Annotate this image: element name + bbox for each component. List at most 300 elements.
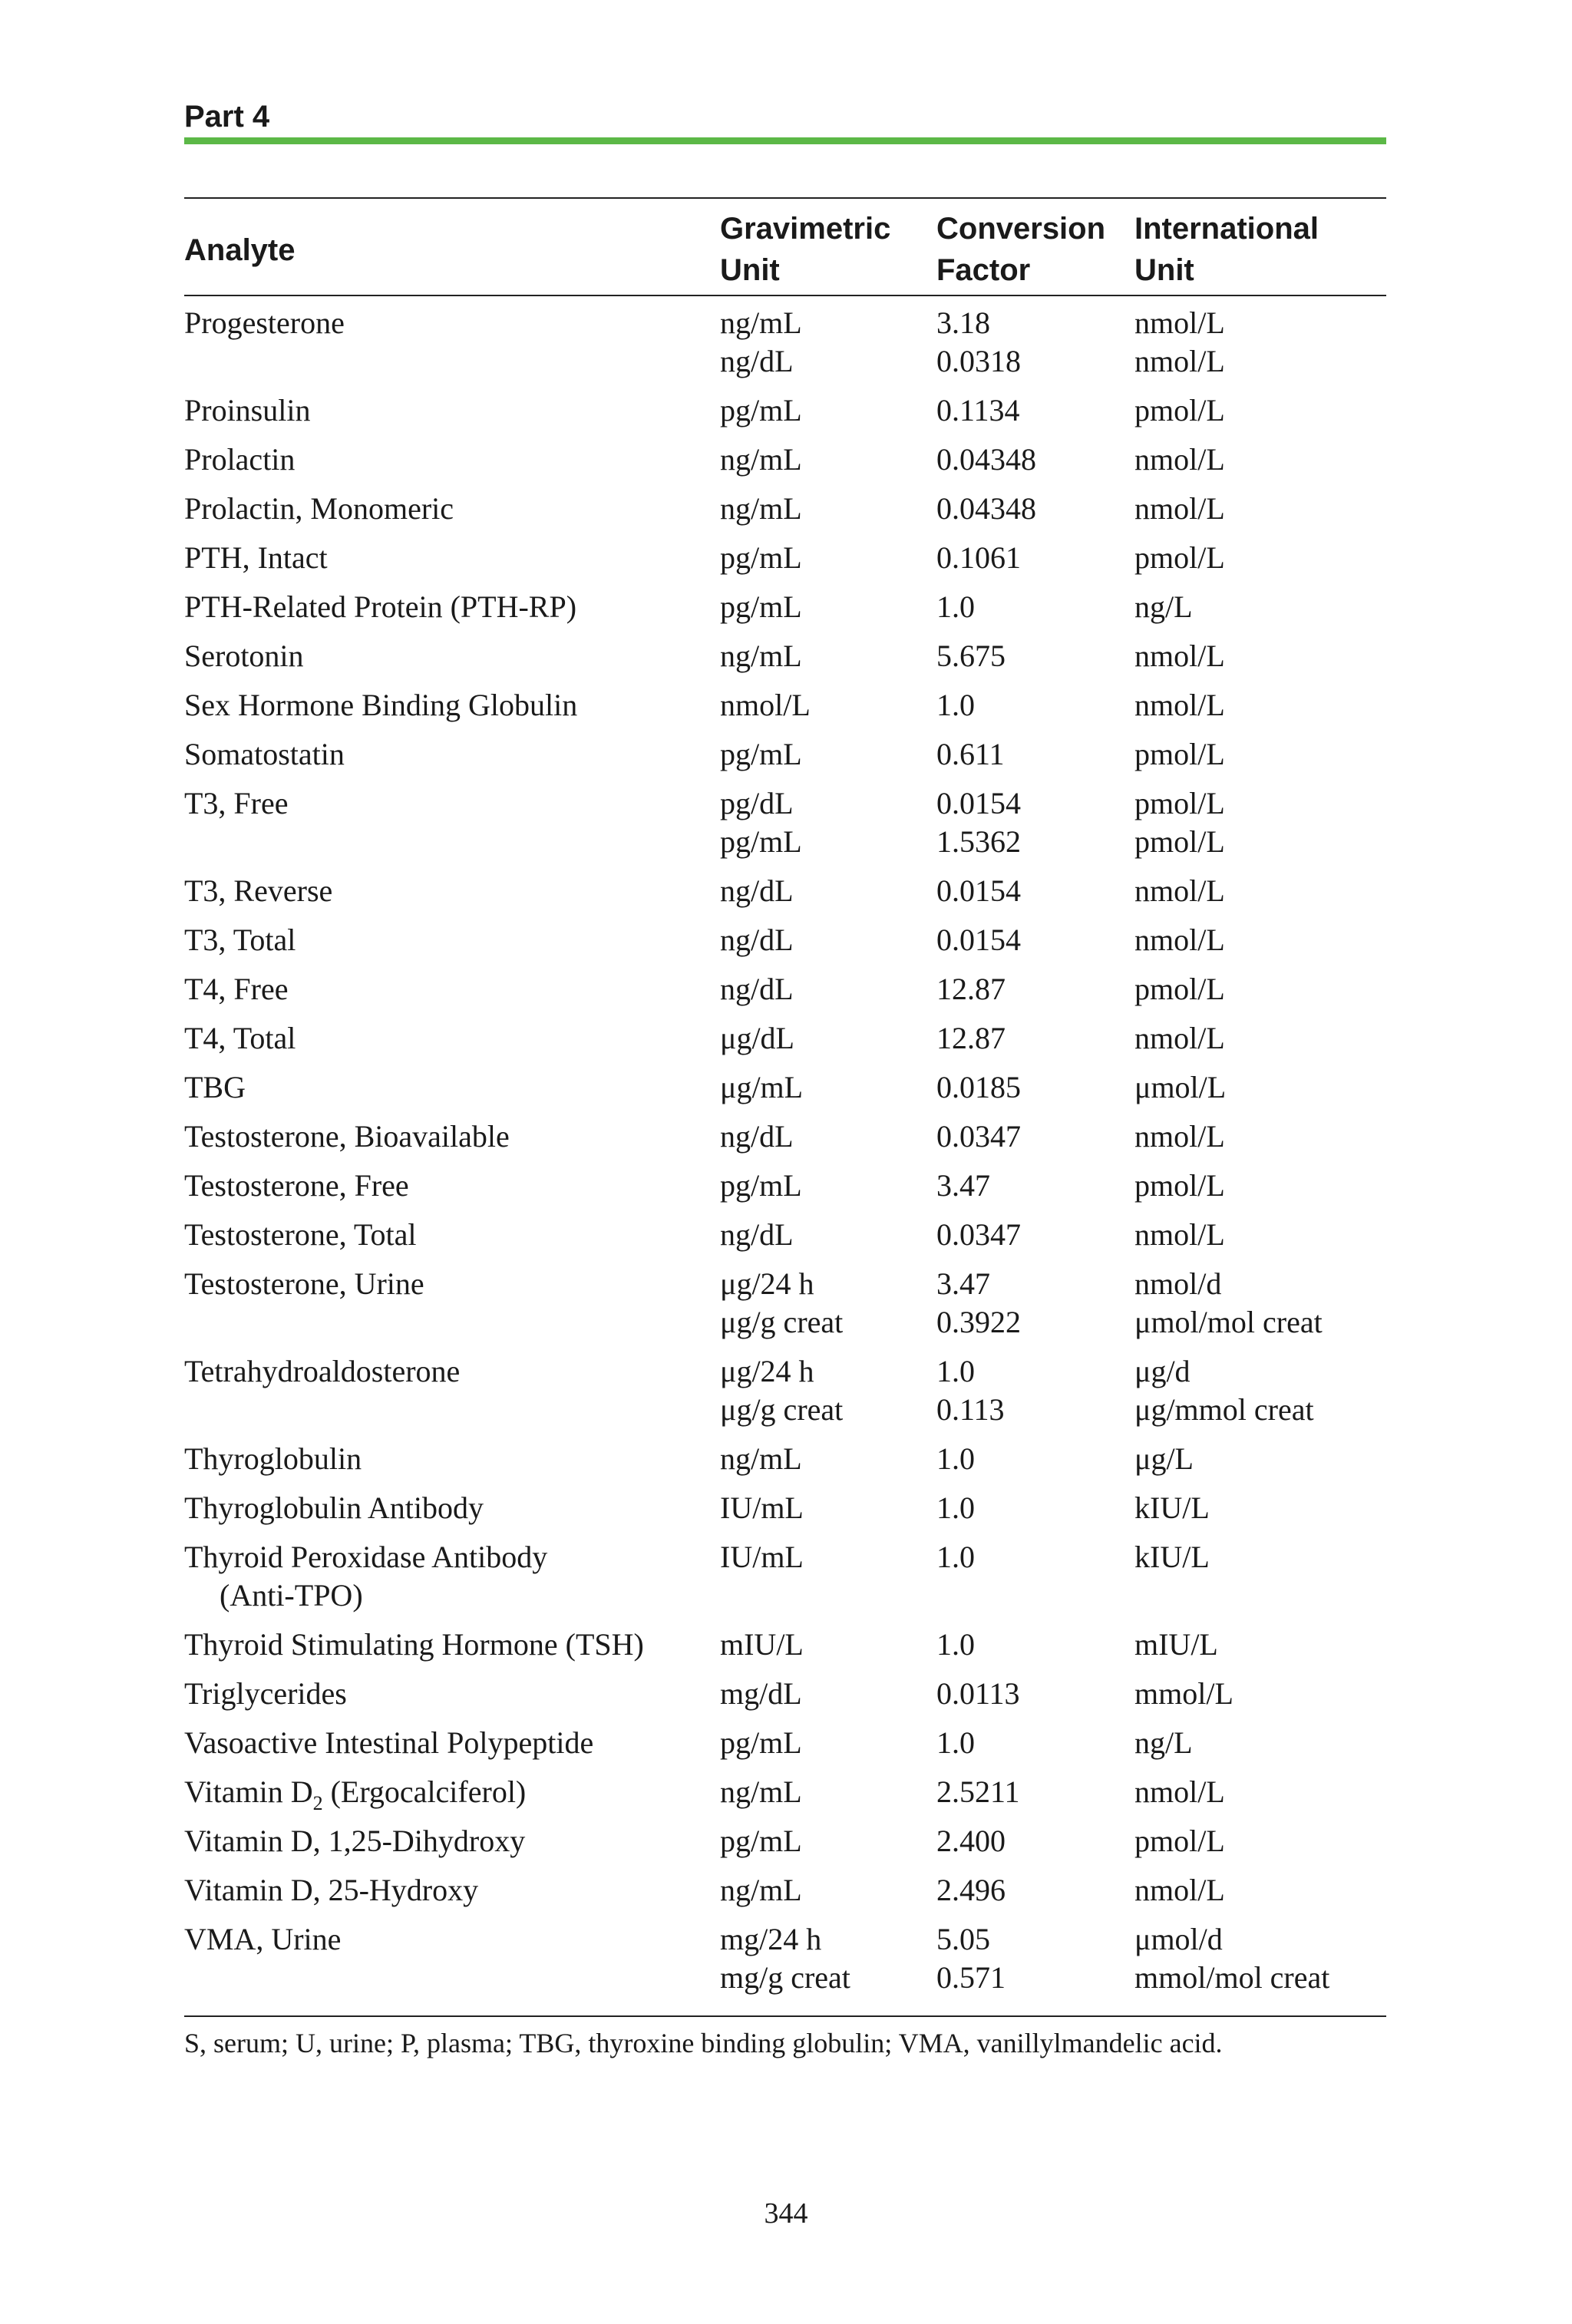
col-header-analyte <box>184 229 296 271</box>
gravimetric-unit-cell <box>720 921 794 959</box>
table-row <box>184 588 1386 626</box>
international-unit-cell-line: nmol/L <box>1134 344 1225 378</box>
table-row <box>184 304 1386 381</box>
international-unit-cell-line: ng/L <box>1134 1725 1193 1760</box>
gravimetric-unit-cell <box>720 784 802 861</box>
conversion-factor-cell <box>936 1724 975 1762</box>
gravimetric-unit-cell-line: ng/dL <box>720 873 794 908</box>
col-header-factor-line1: Conversion <box>936 212 1106 246</box>
conversion-factor-cell-line: 1.0 <box>936 589 975 624</box>
analyte-cell-line: TBG <box>184 1070 246 1104</box>
analyte-cell <box>184 1626 644 1664</box>
conversion-factor-cell <box>936 1167 990 1205</box>
international-unit-cell-line: μg/mmol creat <box>1134 1392 1314 1427</box>
international-unit-cell-line: mmol/mol creat <box>1134 1960 1330 1995</box>
international-unit-cell-line: pmol/L <box>1134 393 1225 427</box>
gravimetric-unit-cell <box>720 872 794 910</box>
conversion-factor-cell-line: 2.496 <box>936 1873 1006 1907</box>
analyte-cell-line: VMA, Urine <box>184 1922 342 1956</box>
gravimetric-unit-cell-line: ng/dL <box>720 923 794 957</box>
conversion-factor-cell <box>936 304 1021 381</box>
international-unit-cell <box>1134 539 1225 577</box>
gravimetric-unit-cell-line: ng/dL <box>720 1217 794 1252</box>
gravimetric-unit-cell <box>720 1068 803 1107</box>
conversion-factor-cell-line: 1.0 <box>936 1627 975 1662</box>
gravimetric-unit-cell-line: ng/mL <box>720 639 802 673</box>
gravimetric-unit-cell <box>720 1538 804 1576</box>
conversion-factor-cell-line: 2.5211 <box>936 1774 1020 1809</box>
table-bottom-rule <box>184 2015 1386 2017</box>
gravimetric-unit-cell-line: ng/mL <box>720 491 802 526</box>
conversion-factor-cell-line: 0.0113 <box>936 1676 1020 1711</box>
conversion-factor-cell <box>936 391 1020 430</box>
analyte-cell <box>184 539 328 577</box>
conversion-factor-cell-line: 0.0154 <box>936 923 1021 957</box>
conversion-factor-cell-line: 12.87 <box>936 972 1006 1006</box>
conversion-factor-cell-line: 5.675 <box>936 639 1006 673</box>
international-unit-cell <box>1134 1538 1210 1576</box>
col-header-international-line1: International <box>1134 212 1319 246</box>
conversion-factor-cell-line: 0.611 <box>936 737 1005 771</box>
conversion-factor-cell <box>936 1871 1006 1910</box>
analyte-cell <box>184 441 295 479</box>
gravimetric-unit-cell-line: mIU/L <box>720 1627 804 1662</box>
international-unit-cell <box>1134 735 1225 774</box>
gravimetric-unit-cell <box>720 1822 802 1860</box>
conversion-factor-cell-line: 1.0 <box>936 1490 975 1525</box>
gravimetric-unit-cell <box>720 1489 804 1527</box>
international-unit-cell <box>1134 1773 1225 1811</box>
analyte-cell-line: Testosterone, Urine <box>184 1266 424 1301</box>
gravimetric-unit-cell <box>720 637 802 675</box>
analyte-cell <box>184 735 345 774</box>
table-row <box>184 1626 1386 1664</box>
col-header-gravimetric-line1: Gravimetric <box>720 212 891 246</box>
conversion-factor-cell-line: 0.571 <box>936 1960 1006 1995</box>
international-unit-cell-line: pmol/L <box>1134 737 1225 771</box>
international-unit-cell-line: μmol/mol creat <box>1134 1305 1323 1339</box>
col-header-international-line2: Unit <box>1134 253 1194 287</box>
table-row <box>184 1724 1386 1762</box>
gravimetric-unit-cell-line: ng/dL <box>720 344 794 378</box>
table-row <box>184 1675 1386 1713</box>
conversion-factor-cell <box>936 686 975 725</box>
gravimetric-unit-cell <box>720 391 802 430</box>
analyte-cell-line: Vitamin D, 25-Hydroxy <box>184 1873 479 1907</box>
conversion-factor-cell <box>936 490 1036 528</box>
international-unit-cell-line: mIU/L <box>1134 1627 1218 1662</box>
analyte-cell-line: Thyroid Stimulating Hormone (TSH) <box>184 1627 644 1662</box>
conversion-factor-cell <box>936 1773 1020 1811</box>
analyte-cell-line: T4, Free <box>184 972 289 1006</box>
international-unit-cell <box>1134 1265 1323 1342</box>
analyte-cell-line: Sex Hormone Binding Globulin <box>184 688 578 722</box>
conversion-factor-cell <box>936 970 1006 1008</box>
international-unit-cell <box>1134 784 1225 861</box>
gravimetric-unit-cell-line: ng/dL <box>720 972 794 1006</box>
gravimetric-unit-cell-line: pg/mL <box>720 540 802 575</box>
gravimetric-unit-cell-line: μg/24 h <box>720 1354 814 1388</box>
table-header <box>184 199 1386 295</box>
table-row <box>184 391 1386 430</box>
conversion-factor-cell <box>936 1626 975 1664</box>
international-unit-cell-line: nmol/L <box>1134 1119 1225 1154</box>
gravimetric-unit-cell <box>720 490 802 528</box>
conversion-factor-cell-line: 2.400 <box>936 1824 1006 1858</box>
gravimetric-unit-cell <box>720 1773 802 1811</box>
table-row <box>184 1920 1386 1997</box>
conversion-factor-cell-line: 1.0 <box>936 688 975 722</box>
analyte-cell <box>184 588 576 626</box>
gravimetric-unit-cell-line: IU/mL <box>720 1490 804 1525</box>
table-row <box>184 735 1386 774</box>
international-unit-cell <box>1134 1675 1233 1713</box>
conversion-factor-cell-line: 3.47 <box>936 1266 990 1301</box>
gravimetric-unit-cell <box>720 1265 843 1342</box>
international-unit-cell <box>1134 1871 1225 1910</box>
table-row <box>184 1773 1386 1814</box>
conversion-factor-cell-line: 1.0 <box>936 1354 975 1388</box>
international-unit-cell-line: μg/L <box>1134 1441 1194 1476</box>
analyte-cell <box>184 1675 347 1713</box>
international-unit-cell <box>1134 1068 1226 1107</box>
conversion-factor-cell <box>936 784 1021 861</box>
international-unit-cell-line: mmol/L <box>1134 1676 1233 1711</box>
analyte-cell <box>184 921 296 959</box>
conversion-factor-cell-line: 1.0 <box>936 1540 975 1574</box>
gravimetric-unit-cell <box>720 1724 802 1762</box>
international-unit-cell-line: pmol/L <box>1134 824 1225 859</box>
gravimetric-unit-cell-line: mg/dL <box>720 1676 802 1711</box>
analyte-cell <box>184 637 304 675</box>
analyte-cell-line: Prolactin, Monomeric <box>184 491 454 526</box>
conversion-factor-cell-line: 1.0 <box>936 1725 975 1760</box>
gravimetric-unit-cell <box>720 970 794 1008</box>
gravimetric-unit-cell-line: pg/mL <box>720 824 802 859</box>
international-unit-cell-line: nmol/L <box>1134 1021 1225 1055</box>
gravimetric-unit-cell-line: ng/mL <box>720 1873 802 1907</box>
conversion-factor-cell <box>936 921 1021 959</box>
gravimetric-unit-cell-line: μg/g creat <box>720 1305 844 1339</box>
gravimetric-unit-cell-line: μg/dL <box>720 1021 794 1055</box>
international-unit-cell-line: nmol/L <box>1134 1774 1225 1809</box>
international-unit-cell-line: μmol/L <box>1134 1070 1227 1104</box>
gravimetric-unit-cell <box>720 1675 802 1713</box>
conversion-factor-cell <box>936 735 1005 774</box>
table-row <box>184 1117 1386 1156</box>
international-unit-cell <box>1134 490 1225 528</box>
international-unit-cell-line: kIU/L <box>1134 1540 1210 1574</box>
page-number: 344 <box>764 2197 808 2230</box>
gravimetric-unit-cell-line: pg/mL <box>720 589 802 624</box>
gravimetric-unit-cell <box>720 1167 802 1205</box>
table-row <box>184 441 1386 479</box>
gravimetric-unit-cell-line: pg/dL <box>720 786 794 820</box>
table-row <box>184 1871 1386 1910</box>
international-unit-cell <box>1134 1822 1225 1860</box>
conversion-factor-cell <box>936 1117 1021 1156</box>
international-unit-cell-line: pmol/L <box>1134 1168 1225 1203</box>
analyte-cell-line: Tetrahydroaldosterone <box>184 1354 461 1388</box>
conversion-factor-cell-line: 0.1061 <box>936 540 1021 575</box>
gravimetric-unit-cell-line: pg/mL <box>720 1725 802 1760</box>
table-row <box>184 1489 1386 1527</box>
gravimetric-unit-cell-line: pg/mL <box>720 1168 802 1203</box>
table-footnote: S, serum; U, urine; P, plasma; TBG, thyroxine binding globulin; VMA, vanillylmandelic acid. <box>184 2028 1223 2058</box>
table-row <box>184 1822 1386 1860</box>
analyte-cell-line: (Anti-TPO) <box>220 1578 363 1613</box>
international-unit-cell-line: nmol/d <box>1134 1266 1222 1301</box>
gravimetric-unit-cell-line: ng/mL <box>720 1774 802 1809</box>
analyte-cell-line: T3, Reverse <box>184 873 333 908</box>
col-header-factor <box>936 208 1105 291</box>
gravimetric-unit-cell-line: nmol/L <box>720 688 811 722</box>
analyte-cell <box>184 304 345 342</box>
international-unit-cell-line: nmol/L <box>1134 873 1225 908</box>
conversion-factor-cell-line: 0.0347 <box>936 1119 1021 1154</box>
analyte-cell-line: PTH, Intact <box>184 540 328 575</box>
international-unit-cell-line: ng/L <box>1134 589 1193 624</box>
conversion-factor-cell-line: 0.1134 <box>936 393 1020 427</box>
conversion-factor-cell-line: 0.0154 <box>936 786 1021 820</box>
analyte-cell-line: Progesterone <box>184 305 345 340</box>
conversion-factor-cell-line: 0.0318 <box>936 344 1021 378</box>
analyte-cell-line: T3, Total <box>184 923 296 957</box>
international-unit-cell <box>1134 1019 1225 1058</box>
international-unit-cell <box>1134 588 1193 626</box>
international-unit-cell <box>1134 1216 1225 1254</box>
gravimetric-unit-cell-line: IU/mL <box>720 1540 804 1574</box>
international-unit-cell-line: nmol/L <box>1134 1873 1225 1907</box>
table-row <box>184 686 1386 725</box>
analyte-cell-line: Proinsulin <box>184 393 311 427</box>
table-row <box>184 1440 1386 1478</box>
table-row <box>184 637 1386 675</box>
international-unit-cell <box>1134 872 1225 910</box>
international-unit-cell-line: nmol/L <box>1134 688 1225 722</box>
analyte-cell <box>184 490 454 528</box>
table-row <box>184 1068 1386 1107</box>
analyte-cell <box>184 1440 362 1478</box>
international-unit-cell-line: nmol/L <box>1134 491 1225 526</box>
conversion-factor-cell-line: 1.0 <box>936 1441 975 1476</box>
col-header-analyte-text: Analyte <box>184 233 296 267</box>
conversion-table <box>184 197 1386 2060</box>
gravimetric-unit-cell-line: pg/mL <box>720 1824 802 1858</box>
international-unit-cell-line: pmol/L <box>1134 540 1225 575</box>
col-header-gravimetric-line2: Unit <box>720 253 780 287</box>
analyte-cell-line: PTH-Related Protein (PTH-RP) <box>184 589 577 624</box>
col-header-factor-line2: Factor <box>936 253 1031 287</box>
col-header-international <box>1134 208 1319 291</box>
analyte-cell <box>184 1265 424 1303</box>
analyte-cell-line: Vitamin $D_2$ (Ergocalciferol) <box>184 1774 527 1814</box>
gravimetric-unit-cell <box>720 735 802 774</box>
part-label: Part 4 <box>184 100 270 134</box>
analyte-cell <box>184 970 289 1008</box>
analyte-cell <box>184 1871 478 1910</box>
gravimetric-unit-cell <box>720 304 802 381</box>
international-unit-cell <box>1134 1724 1193 1762</box>
international-unit-cell-line: nmol/L <box>1134 923 1225 957</box>
header-divider <box>184 137 1386 144</box>
international-unit-cell-line: μmol/d <box>1134 1922 1223 1956</box>
gravimetric-unit-cell <box>720 1019 794 1058</box>
table-row <box>184 1019 1386 1058</box>
conversion-factor-cell <box>936 1489 975 1527</box>
table-row <box>184 490 1386 528</box>
international-unit-cell-line: nmol/L <box>1134 442 1225 477</box>
conversion-factor-cell <box>936 1068 1021 1107</box>
analyte-cell-line: Testosterone, Bioavailable <box>184 1119 510 1154</box>
analyte-cell <box>184 1019 296 1058</box>
international-unit-cell <box>1134 1489 1210 1527</box>
analyte-cell <box>184 1822 525 1860</box>
conversion-factor-cell <box>936 1216 1021 1254</box>
international-unit-cell-line: nmol/L <box>1134 1217 1225 1252</box>
conversion-factor-cell-line: 0.0154 <box>936 873 1021 908</box>
conversion-factor-cell <box>936 1352 1005 1429</box>
international-unit-cell <box>1134 304 1225 381</box>
analyte-cell <box>184 1216 416 1254</box>
conversion-factor-cell-line: 1.5362 <box>936 824 1021 859</box>
international-unit-cell-line: nmol/L <box>1134 305 1225 340</box>
international-unit-cell <box>1134 1440 1194 1478</box>
table-row <box>184 921 1386 959</box>
gravimetric-unit-cell-line: ng/mL <box>720 305 802 340</box>
analyte-cell-line: Testosterone, Free <box>184 1168 409 1203</box>
conversion-factor-cell <box>936 637 1006 675</box>
international-unit-cell <box>1134 391 1225 430</box>
gravimetric-unit-cell <box>720 1440 802 1478</box>
gravimetric-unit-cell-line: ng/mL <box>720 442 802 477</box>
analyte-cell <box>184 1117 510 1156</box>
analyte-cell <box>184 1724 593 1762</box>
gravimetric-unit-cell <box>720 1117 794 1156</box>
gravimetric-unit-cell-line: μg/24 h <box>720 1266 814 1301</box>
conversion-factor-cell <box>936 539 1021 577</box>
conversion-factor-cell <box>936 588 975 626</box>
gravimetric-unit-cell-line: pg/mL <box>720 737 802 771</box>
table-row <box>184 872 1386 910</box>
gravimetric-unit-cell <box>720 441 802 479</box>
analyte-cell-line: Thyroid Peroxidase Antibody <box>184 1540 548 1574</box>
table-row <box>184 539 1386 577</box>
international-unit-cell <box>1134 1167 1225 1205</box>
international-unit-cell-line: μg/d <box>1134 1354 1191 1388</box>
international-unit-cell <box>1134 1352 1314 1429</box>
analyte-cell-line: Thyroglobulin <box>184 1441 362 1476</box>
conversion-factor-cell-line: 12.87 <box>936 1021 1006 1055</box>
conversion-factor-cell <box>936 1265 1021 1342</box>
analyte-cell <box>184 784 289 823</box>
table-row <box>184 970 1386 1008</box>
conversion-factor-cell <box>936 1538 975 1576</box>
conversion-factor-cell <box>936 1440 975 1478</box>
table-body <box>184 296 1386 2015</box>
conversion-factor-cell <box>936 872 1021 910</box>
gravimetric-unit-cell-line: mg/g creat <box>720 1960 850 1995</box>
table-row <box>184 1265 1386 1342</box>
gravimetric-unit-cell <box>720 1871 802 1910</box>
table-row <box>184 1352 1386 1429</box>
international-unit-cell <box>1134 637 1225 675</box>
analyte-cell <box>184 872 332 910</box>
international-unit-cell <box>1134 1920 1329 1997</box>
analyte-cell-line: Prolactin <box>184 442 296 477</box>
international-unit-cell-line: pmol/L <box>1134 786 1225 820</box>
international-unit-cell <box>1134 970 1225 1008</box>
analyte-cell <box>184 1538 547 1615</box>
international-unit-cell-line: pmol/L <box>1134 972 1225 1006</box>
analyte-cell-line: Testosterone, Total <box>184 1217 417 1252</box>
analyte-cell <box>184 391 310 430</box>
gravimetric-unit-cell-line: pg/mL <box>720 393 802 427</box>
analyte-cell-line: T3, Free <box>184 786 289 820</box>
analyte-cell <box>184 1352 460 1391</box>
gravimetric-unit-cell <box>720 1352 843 1429</box>
gravimetric-unit-cell <box>720 686 811 725</box>
analyte-cell-line: Triglycerides <box>184 1676 347 1711</box>
gravimetric-unit-cell <box>720 1216 794 1254</box>
conversion-factor-cell <box>936 1019 1006 1058</box>
analyte-cell-line: Somatostatin <box>184 737 345 771</box>
conversion-factor-cell-line: 0.3922 <box>936 1305 1021 1339</box>
analyte-cell <box>184 1920 341 1959</box>
gravimetric-unit-cell <box>720 1920 850 1997</box>
conversion-factor-cell-line: 0.0185 <box>936 1070 1021 1104</box>
table-row <box>184 1216 1386 1254</box>
gravimetric-unit-cell <box>720 1626 804 1664</box>
gravimetric-unit-cell <box>720 588 802 626</box>
analyte-cell <box>184 1773 527 1814</box>
international-unit-cell <box>1134 686 1225 725</box>
conversion-factor-cell-line: 0.113 <box>936 1392 1005 1427</box>
international-unit-cell <box>1134 441 1225 479</box>
gravimetric-unit-cell-line: μg/g creat <box>720 1392 844 1427</box>
col-header-gravimetric <box>720 208 890 291</box>
international-unit-cell-line: pmol/L <box>1134 1824 1225 1858</box>
analyte-cell-line: Serotonin <box>184 639 304 673</box>
analyte-cell <box>184 686 577 725</box>
table-row <box>184 1167 1386 1205</box>
table-row <box>184 1538 1386 1615</box>
analyte-cell-line: Vitamin D, 1,25-Dihydroxy <box>184 1824 526 1858</box>
international-unit-cell-line: nmol/L <box>1134 639 1225 673</box>
international-unit-cell-line: kIU/L <box>1134 1490 1210 1525</box>
international-unit-cell <box>1134 1117 1225 1156</box>
analyte-cell-line: Vasoactive Intestinal Polypeptide <box>184 1725 594 1760</box>
gravimetric-unit-cell-line: ng/dL <box>720 1119 794 1154</box>
analyte-cell <box>184 1167 409 1205</box>
gravimetric-unit-cell <box>720 539 802 577</box>
conversion-factor-cell-line: 5.05 <box>936 1922 990 1956</box>
analyte-cell <box>184 1068 246 1107</box>
conversion-factor-cell-line: 0.04348 <box>936 491 1036 526</box>
analyte-cell-line: T4, Total <box>184 1021 296 1055</box>
conversion-factor-cell <box>936 1675 1020 1713</box>
conversion-factor-cell-line: 0.0347 <box>936 1217 1021 1252</box>
conversion-factor-cell-line: 3.47 <box>936 1168 990 1203</box>
gravimetric-unit-cell-line: mg/24 h <box>720 1922 822 1956</box>
table-row <box>184 784 1386 861</box>
international-unit-cell <box>1134 1626 1218 1664</box>
analyte-cell <box>184 1489 484 1527</box>
conversion-factor-cell-line: 3.18 <box>936 305 990 340</box>
conversion-factor-cell <box>936 1822 1006 1860</box>
gravimetric-unit-cell-line: ng/mL <box>720 1441 802 1476</box>
conversion-factor-cell <box>936 1920 1006 1997</box>
